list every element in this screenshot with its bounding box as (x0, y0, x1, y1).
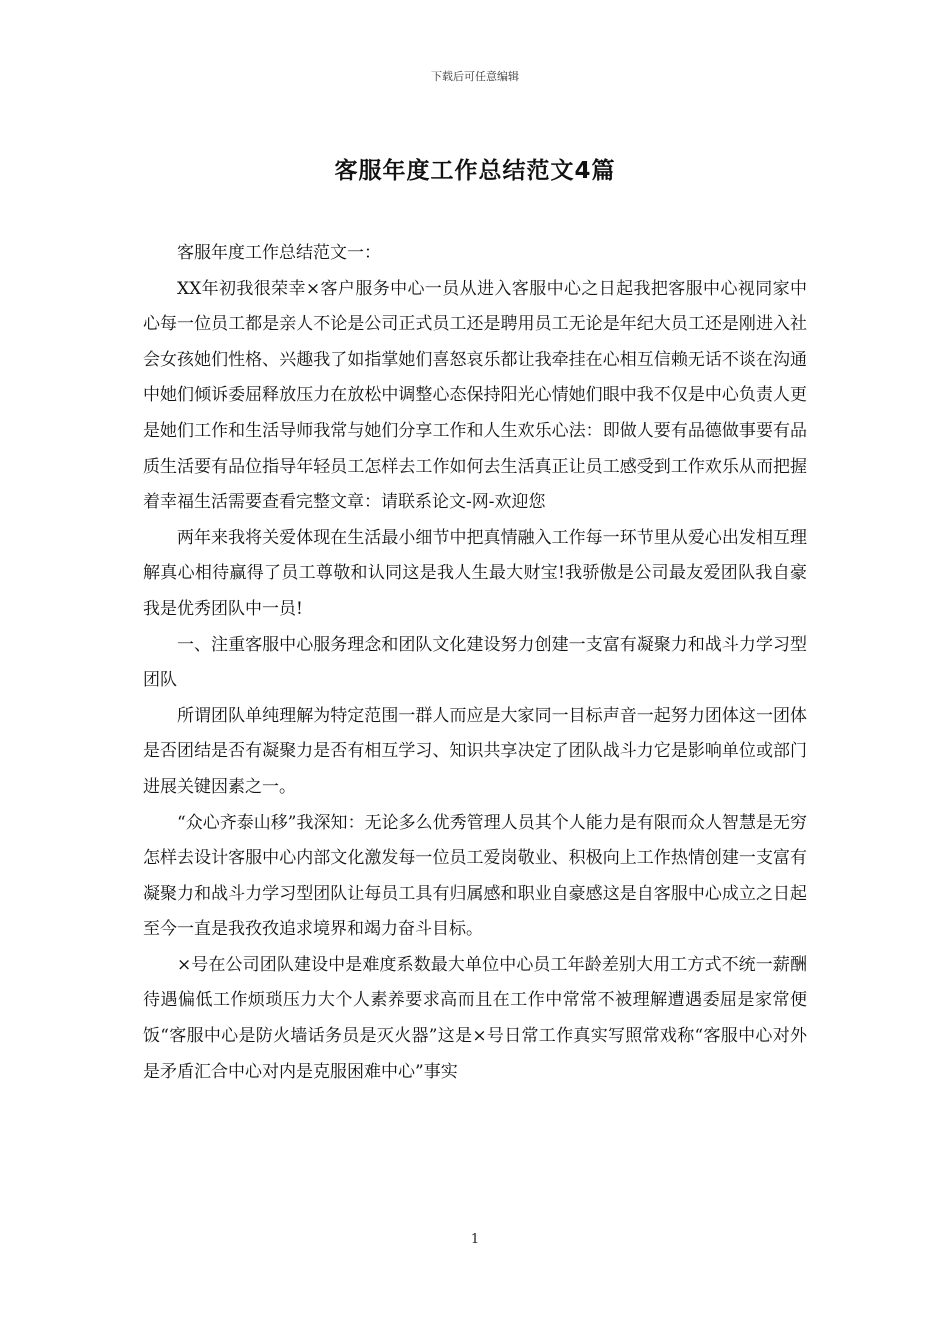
paragraph-section-heading: 客服年度工作总结范文一： (177, 243, 381, 263)
paragraph-heading: 一、注重客服中心服务理念和团队文化建设努力创建一支富有凝聚力和战斗力学习型团队 (143, 634, 807, 691)
paragraph: 所谓团队单纯理解为特定范围一群人而应是大家同一目标声音一起努力团体这一团体是否团结是否有凝聚力是否有相互学习、知识共享决定了团队战斗力它是影响单位或部门进展关键因素之一。 (143, 705, 807, 797)
header-note: 下载后可任意编辑 (431, 70, 519, 83)
document-title: 客服年度工作总结范文4篇 (334, 158, 616, 184)
page-number: 1 (470, 1232, 480, 1247)
paragraph: 两年来我将关爱体现在生活最小细节中把真情融入工作每一环节里从爱心出发相互理解真心相待赢得了员工尊敬和认同这是我人生最大财宝!我骄傲是公司最友爱团队我自豪我是优秀团队中一员! (143, 527, 807, 619)
document-body (143, 236, 807, 1090)
paragraph: “众心齐泰山移”我深知：无论多么优秀管理人员其个人能力是有限而众人智慧是无穷怎样去设计客服中心内部文化激发每一位员工爱岗敬业、积极向上工作热情创建一支富有凝聚力和战斗力学习型团队让每员工具有归属感和职业自豪感这是自客服中心成立之日起至今一直是我孜孜追求境界和竭力奋斗目标。 (143, 812, 807, 940)
paragraph: ×号在公司团队建设中是难度系数最大单位中心员工年龄差别大用工方式不统一薪酬待遇偏低工作烦琐压力大个人素养要求高而且在工作中常常不被理解遭遇委屈是家常便饭“客服中心是防火墙话务员是灭火器”这是×号日常工作真实写照常戏称“客服中心对外是矛盾汇合中心对内是克服困难中心”事实 (143, 954, 807, 1082)
paragraph: XX年初我很荣幸×客户服务中心一员从进入客服中心之日起我把客服中心视同家中心每一位员工都是亲人不论是公司正式员工还是聘用员工无论是年纪大员工还是刚进入社会女孩她们性格、兴趣我了如指掌她们喜怒哀乐都让我牵挂在心相互信赖无话不谈在沟通中她们倾诉委屈释放压力在放松中调整心态保持阳光心情她们眼中我不仅是中心负责人更是她们工作和生活导师我常与她们分享工作和人生欢乐心法：即做人要有品德做事要有品质生活要有品位指导年轻员工怎样去工作如何去生活真正让员工感受到工作欢乐从而把握着幸福生活需要查看完整文章：请联系论文-网-欢迎您 (143, 278, 807, 513)
